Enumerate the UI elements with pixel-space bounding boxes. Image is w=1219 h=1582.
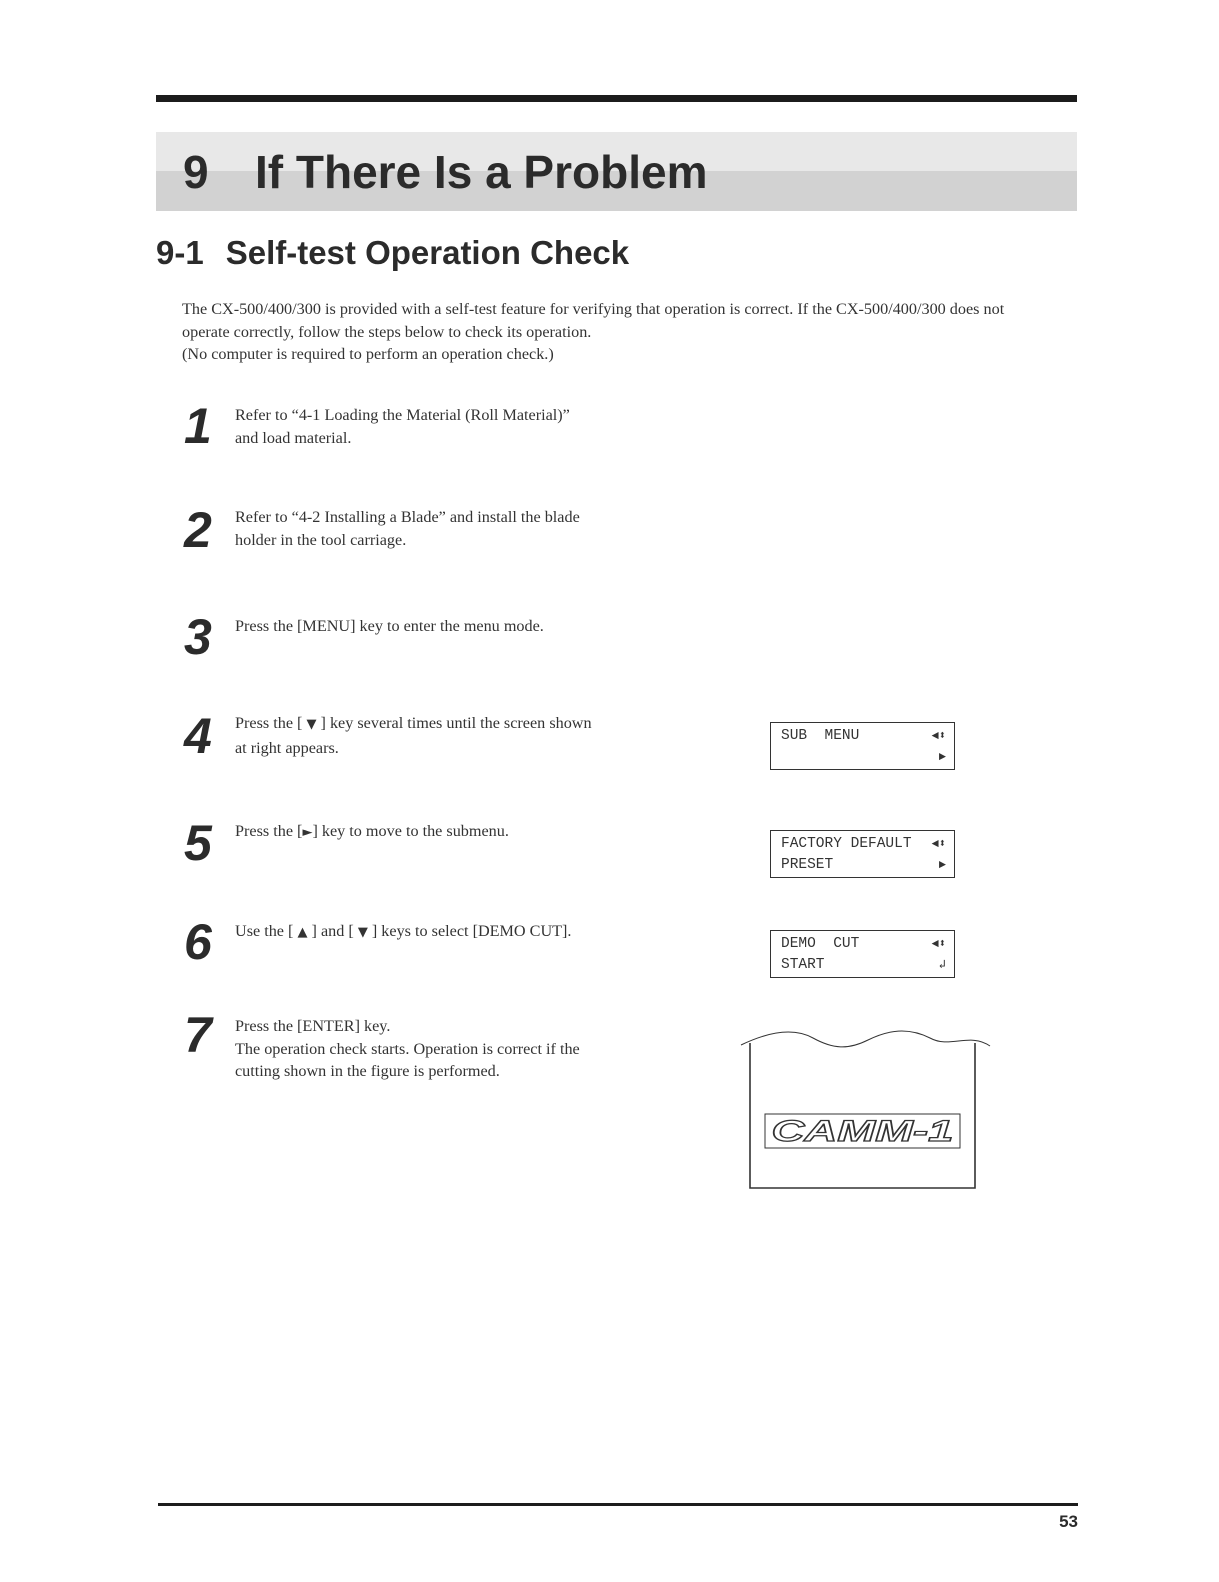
step-line: The operation check starts. Operation is correct if the — [235, 1039, 580, 1058]
section-title: Self-test Operation Check — [225, 234, 630, 271]
step-number-3: 3 — [184, 609, 212, 665]
page-number: 53 — [1059, 1512, 1078, 1531]
left-updown-arrows-icon: ◄⬍ — [931, 937, 946, 951]
step-line: holder in the tool carriage. — [235, 530, 407, 549]
step-text-6 — [235, 920, 625, 945]
step-number-4: 4 — [184, 708, 212, 764]
step-line — [235, 820, 625, 845]
right-arrow-icon: ► — [938, 858, 946, 872]
step-line: Press the [MENU] key to enter the menu mode. — [235, 617, 544, 635]
step-line: Press the [ENTER] key. — [235, 1017, 391, 1035]
chapter-title: If There Is a Problem — [255, 146, 708, 198]
left-updown-arrows-icon: ◄⬍ — [931, 729, 946, 743]
demo-cut-figure — [738, 1024, 993, 1192]
section-heading — [156, 233, 629, 273]
right-arrow-key-icon: ► — [302, 825, 313, 840]
chapter-number: 9 — [183, 146, 209, 198]
step-number-2: 2 — [184, 502, 212, 558]
section-number: 9-1 — [156, 234, 204, 271]
intro-line: (No computer is required to perform an operation check.) — [182, 345, 554, 363]
camm-1-logo: CAMM-1 — [771, 1115, 954, 1148]
lcd-line: SUB MENU — [781, 728, 860, 744]
text-fragment: Press the [ — [235, 714, 307, 732]
step-text-4 — [235, 712, 625, 759]
step-line: at right appears. — [235, 738, 339, 757]
down-arrow-key-icon: ▼ — [357, 925, 368, 940]
step-line: and load material. — [235, 428, 352, 447]
step-number-7: 7 — [184, 1007, 212, 1063]
bottom-rule — [158, 1503, 1078, 1506]
step-text-5 — [235, 820, 625, 845]
text-fragment: ] key several times until the screen shown — [316, 714, 592, 732]
down-arrow-key-icon: ▼ — [306, 717, 317, 732]
lcd-line: DEMO CUT — [781, 936, 860, 952]
step-text-1 — [235, 404, 625, 449]
lcd-line: PRESET — [781, 857, 834, 873]
step-number-1: 1 — [184, 398, 212, 454]
step-line: Refer to “4-2 Installing a Blade” and install the blade — [235, 508, 580, 526]
intro-line: The CX-500/400/300 is provided with a self-test feature for verifying that operation is correct. If the CX-500/400/300 does not — [182, 300, 1005, 318]
up-arrow-key-icon: ▲ — [297, 925, 308, 940]
top-rule — [156, 95, 1077, 102]
step-line — [235, 920, 625, 945]
text-fragment: ] key to move to the submenu. — [312, 822, 509, 840]
step-line: Refer to “4-1 Loading the Material (Roll Material)” — [235, 406, 570, 424]
step-line: cutting shown in the figure is performed. — [235, 1062, 500, 1080]
step-text-7 — [235, 1015, 625, 1083]
left-updown-arrows-icon: ◄⬍ — [931, 837, 946, 851]
lcd-screen-factory-default — [770, 830, 955, 878]
torn-edge-line — [741, 1031, 990, 1047]
intro-paragraph — [182, 298, 1062, 366]
right-arrow-icon: ► — [938, 750, 946, 764]
text-fragment: Use the [ — [235, 922, 298, 940]
enter-key-icon: ↲ — [938, 958, 946, 972]
lcd-screen-demo-cut — [770, 930, 955, 978]
step-number-6: 6 — [184, 914, 212, 970]
text-fragment: ] and [ — [307, 922, 358, 940]
step-text-2 — [235, 506, 625, 551]
lcd-screen-sub-menu — [770, 722, 955, 770]
text-fragment: Press the [ — [235, 822, 303, 840]
text-fragment: ] keys to select [DEMO CUT]. — [367, 922, 572, 940]
intro-line: operate correctly, follow the steps below to check its operation. — [182, 322, 592, 341]
step-number-5: 5 — [184, 815, 212, 871]
lcd-line: START — [781, 957, 825, 973]
lcd-line: FACTORY DEFAULT — [781, 836, 912, 852]
step-text-3 — [235, 615, 625, 638]
step-line — [235, 712, 625, 737]
